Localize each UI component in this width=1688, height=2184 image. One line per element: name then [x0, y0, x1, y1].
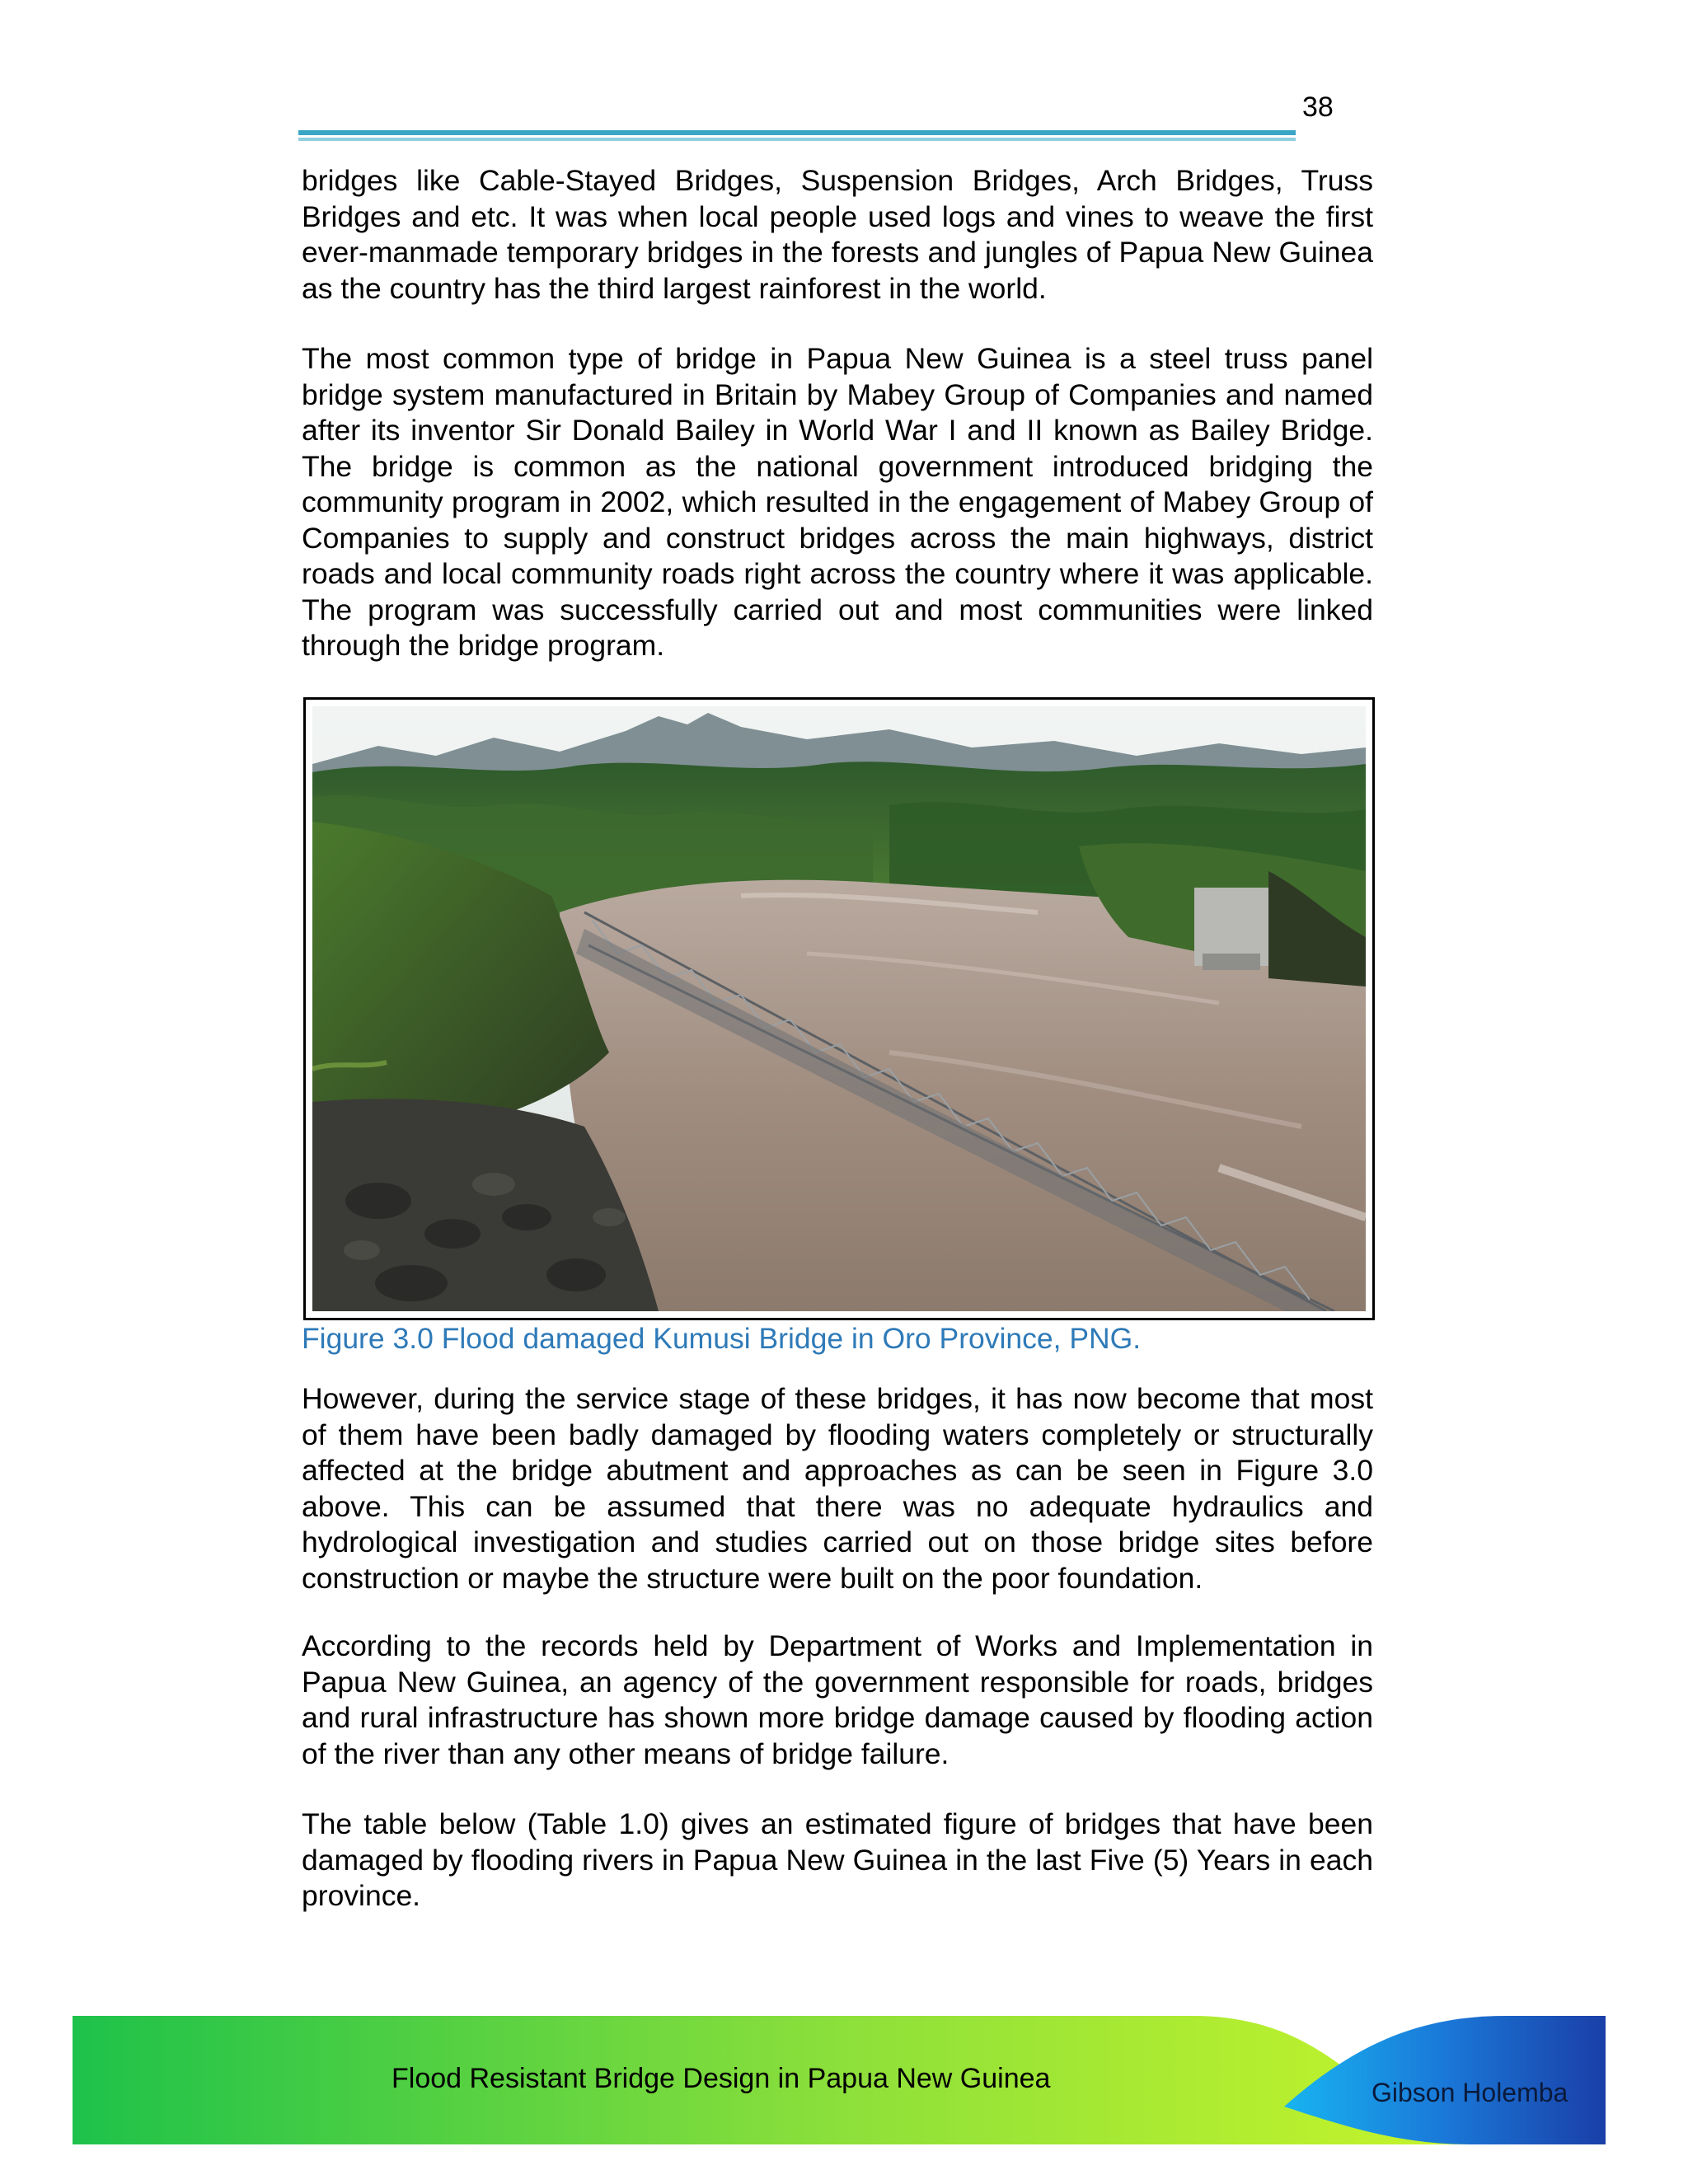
paragraph-dowi-records: According to the records held by Department of Works and Implementation in Papua New Guinea, an agency of the government responsible for roads, bridges and rural infrastructure has shown more bridge damage caused by flooding action of the river than any other means of bridge failure. — [302, 1629, 1373, 1770]
paragraph-table-intro: The table below (Table 1.0) gives an estimated figure of bridges that have been damaged by flooding rivers in Papua New Guinea in the last Five (5) Years in each province. — [302, 1807, 1373, 1912]
page-number: 38 — [1302, 91, 1334, 123]
footer-author: Gibson Holemba — [1372, 2078, 1568, 2107]
header-rule — [298, 130, 1296, 142]
header-rule-top — [298, 130, 1296, 135]
paragraph-service-damage: However, during the service stage of these bridges, it has now become that most of them have been badly damaged by flooding waters completely or structurally affected at the bridge abutment and approaches as can be seen in Figure 3.0 above. This can be assumed that there was no adequate hydraulics and hydrological investigation and studies carried out on those bridge sites before construction or maybe the structure were built on the poor foundation. — [302, 1382, 1373, 1595]
figure-caption: Figure 3.0 Flood damaged Kumusi Bridge in Oro Province, PNG. — [302, 1322, 1142, 1355]
figure-frame — [303, 697, 1375, 1320]
paragraph-bailey-bridge: The most common type of bridge in Papua New Guinea is a steel truss panel bridge system manufactured in Britain by Mabey Group of Companies and named after its inventor Sir Donald Bailey in World War I and II known as Bailey Bridge. The bridge is common as the national government introduced bridging the community program in 2002, which resulted in the engagement of Mabey Group of Companies to supply and construct bridges across the main highways, district roads and local community roads right across the country where it was applicable. The program was successfully carried out and most communities were linked through the bridge program. — [302, 342, 1373, 662]
flood-damaged-bridge-photo — [312, 706, 1366, 1311]
header-rule-bottom — [298, 138, 1296, 141]
paragraph-bridge-types: bridges like Cable-Stayed Bridges, Suspension Bridges, Arch Bridges, Truss Bridges and etc. It was when local people used logs and vines to weave the first ever-manmade temporary bridges in the forests and jungles of Papua New Guinea as the country has the third largest rainforest in the world. — [302, 164, 1373, 305]
footer-title: Flood Resistant Bridge Design in Papua New Guinea — [392, 2063, 1051, 2094]
